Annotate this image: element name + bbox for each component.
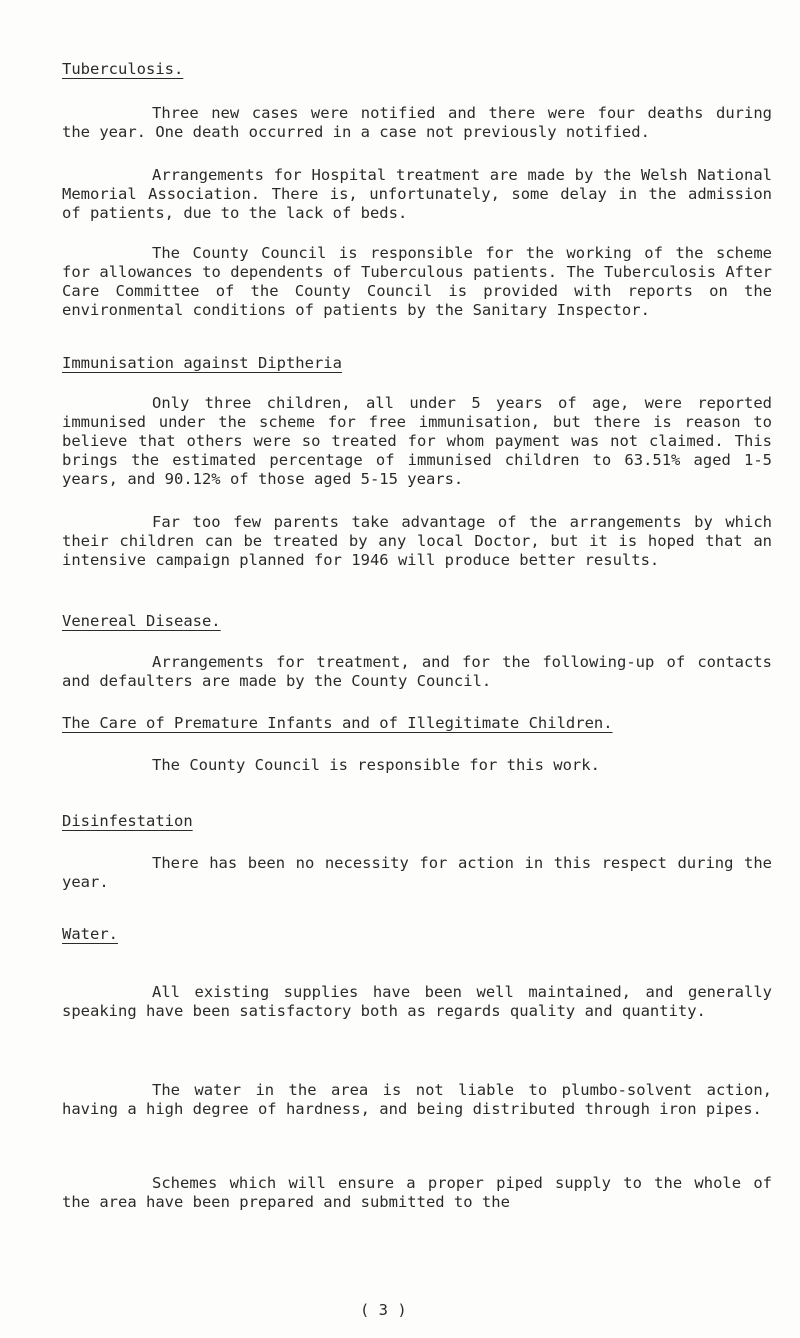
diphtheria-paragraph-2: Far too few parents take advantage of the arrangements by which their children can be treated by any local Doctor, but it is hoped that an intensive campaign planned for 1946 will produce better results.: [62, 513, 772, 569]
heading-disinfestation: Disinfestation: [62, 812, 193, 830]
heading-water: Water.: [62, 925, 118, 943]
water-paragraph-3: Schemes which will ensure a proper piped supply to the whole of the area have been prepared and submitted to the: [62, 1174, 772, 1211]
diphtheria-paragraph-1: Only three children, all under 5 years of age, were reported immunised under the scheme for free immunisation, but there is reason to believe that others were so treated for whom payment was not claimed. This brings the estimated percentage of immunised children to 63.51% aged 1-5 years, and 90.12% of those aged 5-15 years.: [62, 394, 772, 488]
tuberculosis-paragraph-2: Arrangements for Hospital treatment are made by the Welsh National Memorial Association. There is, unfortunately, some delay in the admission of patients, due to the lack of beds.: [62, 166, 772, 222]
heading-tuberculosis: Tuberculosis.: [62, 60, 184, 78]
venereal-paragraph-1: Arrangements for treatment, and for the following-up of contacts and defaulters are made by the County Council.: [62, 653, 772, 690]
tuberculosis-paragraph-3: The County Council is responsible for the working of the scheme for allowances to dependents of Tuberculous patients. The Tuberculosis After Care Committee of the County Council is provided with reports on the environmental conditions of patients by the Sanitary Inspector.: [62, 244, 772, 319]
heading-venereal-disease: Venereal Disease.: [62, 612, 221, 630]
page-number: ( 3 ): [360, 1301, 407, 1319]
water-paragraph-2: The water in the area is not liable to plumbo-solvent action, having a high degree of hardness, and being distributed through iron pipes.: [62, 1081, 772, 1118]
disinfestation-paragraph-1: There has been no necessity for action in this respect during the year.: [62, 854, 772, 891]
heading-premature-infants: The Care of Premature Infants and of Illegitimate Children.: [62, 714, 613, 732]
premature-paragraph-1: The County Council is responsible for this work.: [152, 756, 600, 774]
tuberculosis-paragraph-1: Three new cases were notified and there were four deaths during the year. One death occurred in a case not previously notified.: [62, 104, 772, 141]
water-paragraph-1: All existing supplies have been well maintained, and generally speaking have been satisfactory both as regards quality and quantity.: [62, 983, 772, 1020]
heading-diphtheria: Immunisation against Diptheria: [62, 354, 342, 372]
